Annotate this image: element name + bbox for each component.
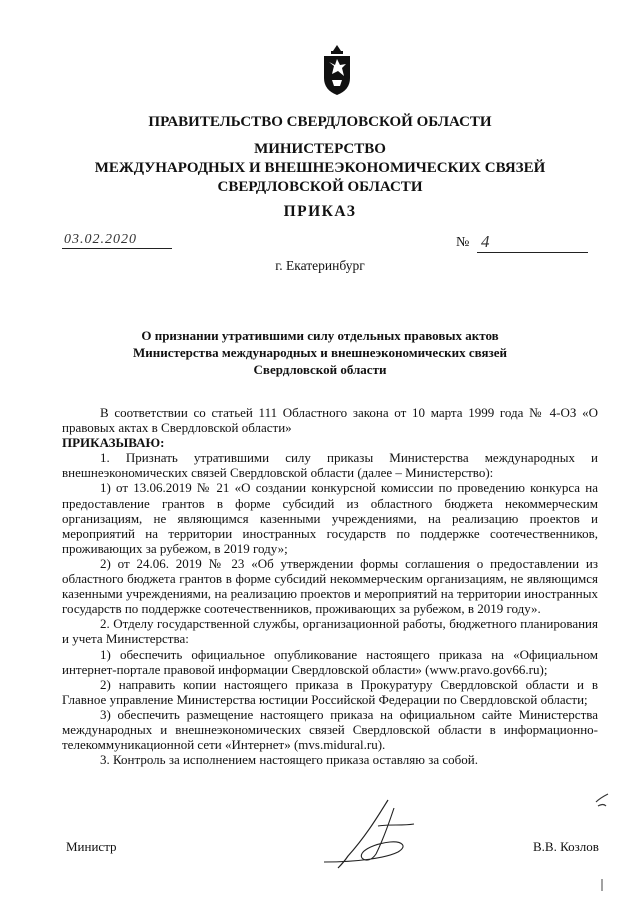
order-body	[62, 405, 598, 767]
city: г. Екатеринбург	[275, 258, 365, 273]
number-label: №	[456, 235, 470, 250]
document-date: 03.02.2020	[62, 232, 172, 249]
ministry-title	[0, 140, 640, 197]
body-paragraph: 3. Контроль за исполнением настоящего приказа оставляю за собой.	[100, 752, 478, 768]
body-paragraph: 3) обеспечить размещение настоящего приказа на официальном сайте Министерства международных и внешнеэкономических связей Свердловской области в информационно-телекоммуникационной сети «Интернет» (mvs.midural.ru).	[62, 706, 598, 753]
signatory-role: Министр	[66, 839, 117, 854]
body-paragraph: 2) от 24.06. 2019 № 23 «Об утверждении формы соглашения о предоставлении из областного бюджета грантов в форме субсидий некоммерческим организациям, не являющимся казенными учреждениями, на реализацию проектов и мероприятий на территории иностранных государств по поддержке соотечественников, проживающих за рубежом, в 2019 году».	[62, 555, 598, 617]
body-paragraph: 1) обеспечить официальное опубликование настоящего приказа на «Официальном интернет-портале правовой информации Свердловской области» (www.pravo.gov66.ru);	[62, 646, 598, 677]
document-type: ПРИКАЗ	[283, 203, 357, 220]
ministry-title-line: МИНИСТЕРСТВО	[254, 141, 386, 157]
body-paragraph: 1) от 13.06.2019 № 21 «О создании конкурсной комиссии по проведению конкурса на предоставление грантов в форме субсидий из областного бюджета некоммерческим организациям, не являющимся казенными учреждениями, на реализацию проектов и мероприятий на территории иностранных государств по поддержке соотечественников, проживающих за рубежом, в 2019 году»;	[62, 480, 598, 556]
body-paragraph: В соответствии со статьей 111 Областного закона от 10 марта 1999 года № 4-ОЗ «О правовых актах в Свердловской области»	[62, 405, 598, 436]
body-paragraph: 2. Отделу государственной службы, организационной работы, бюджетного планирования и учета Министерства:	[62, 616, 598, 647]
handwritten-signature	[318, 796, 428, 872]
document-number: 4	[477, 232, 588, 253]
signatory-name: В.В. Козлов	[533, 839, 599, 854]
margin-mark-icon	[594, 792, 610, 810]
body-paragraph: 2) направить копии настоящего приказа в Прокуратуру Свердловской области и в Главное управление Министерства юстиции Российской Федерации по Свердловской области;	[62, 676, 598, 707]
body-paragraph: 1. Признать утратившими силу приказы Министерства международных и внешнеэкономических связей Свердловской области (далее – Министерство):	[62, 450, 598, 481]
government-title: ПРАВИТЕЛЬСТВО СВЕРДЛОВСКОЙ ОБЛАСТИ	[148, 114, 492, 130]
coat-of-arms-emblem	[320, 44, 354, 96]
order-directive: ПРИКАЗЫВАЮ:	[62, 435, 165, 451]
order-subject	[0, 327, 640, 378]
ministry-title-line: СВЕРДЛОВСКОЙ ОБЛАСТИ	[217, 179, 423, 195]
margin-mark-icon	[598, 878, 606, 892]
subject-line: О признании утратившими силу отдельных правовых актов	[141, 328, 499, 343]
subject-line: Свердловской области	[253, 362, 387, 377]
ministry-title-line: МЕЖДУНАРОДНЫХ И ВНЕШНЕЭКОНОМИЧЕСКИХ СВЯЗЕЙ	[94, 160, 546, 176]
subject-line: Министерства международных и внешнеэкономических связей	[133, 345, 507, 360]
